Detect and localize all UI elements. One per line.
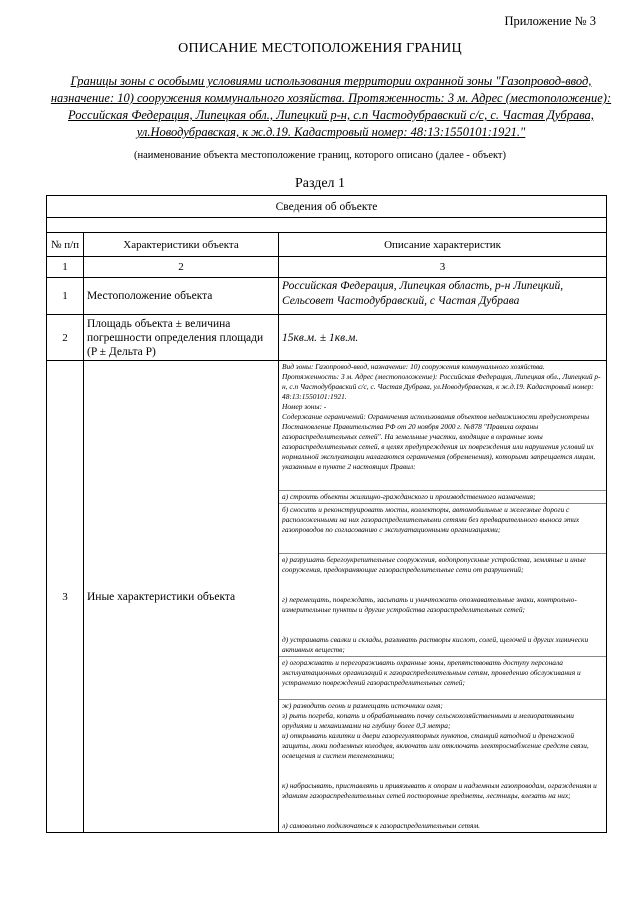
restriction-item: б) сносить и реконструировать мосты, коллекторы, автомобильные и железные дороги с расположенными на них газораспределительными сетями без предварительного выноса этих газопроводов по согласованию с эксплуатационными организациями;	[282, 505, 580, 534]
document-title: ОПИСАНИЕ МЕСТОПОЛОЖЕНИЯ ГРАНИЦ	[178, 41, 462, 56]
row-description: 15кв.м. ± 1кв.м.	[279, 315, 607, 361]
col-number-1: 1	[47, 257, 84, 278]
col-number-3: 3	[279, 257, 607, 278]
row-number: 2	[47, 315, 84, 361]
col-header-description: Описание характеристик	[279, 233, 607, 257]
restriction-item: д) устраивать свалки и склады, разливать растворы кислот, солей, щелочей и других химически активных веществ;	[282, 635, 589, 654]
table-heading-row	[47, 196, 607, 218]
row-characteristic: Площадь объекта ± величина погрешности определения площади (P ± Дельта P)	[84, 315, 279, 361]
row-characteristic: Местоположение объекта	[84, 278, 279, 315]
restriction-item: е) огораживать и перегораживать охранные зоны, препятствовать доступу персонала эксплуатационных организаций к газораспределительным сетям, проведению обслуживания и устранению повреждений газораспределительных сетей;	[282, 658, 581, 687]
row-number: 1	[47, 278, 84, 315]
row-number: 3	[47, 361, 84, 833]
appendix-number: Приложение № 3	[504, 14, 596, 28]
restriction-item: г) перемещать, повреждать, засыпать и уничтожать опознавательные знаки, контрольно-измерительные пункты и другие устройства газораспределительных сетей;	[282, 595, 577, 614]
col-header-characteristic: Характеристики объекта	[84, 233, 279, 257]
restriction-item: з) рыть погреба, копать и обрабатывать почву сельскохозяйственными и мелиоративными орудиями и механизмами на глубину более 0,3 метра;	[282, 711, 574, 730]
table-row	[47, 278, 607, 315]
table-spacer	[47, 218, 607, 233]
restriction-item: к) набрасывать, приставлять и привязывать к опорам и надземным газопроводам, ограждениям и зданиям газораспределительных сетей посторонние предметы, лестницы, влезать на них;	[282, 781, 597, 800]
section-title: Раздел 1	[294, 176, 346, 191]
table-heading: Сведения об объекте	[47, 196, 607, 218]
restriction-item: в) разрушать берегоукрепительные сооружения, водопропускные устройства, земляные и иные сооружения, предохраняющие газораспределительные сети от разрушений;	[282, 555, 586, 574]
object-info-table	[46, 195, 607, 833]
row-description	[279, 361, 607, 833]
table-row	[47, 361, 607, 833]
restriction-item: и) открывать калитки и двери газорегуляторных пунктов, станций катодной и дренажной защиты, люки подземных колодцев, включать или отключать электроснабжение средств связи, освещения и систем телемеханики;	[282, 731, 589, 760]
restriction-item: л) самовольно подключаться к газораспределительным сетям.	[282, 821, 481, 830]
restriction-item: ж) разводить огонь и размещать источники огня;	[282, 701, 443, 710]
restriction-item: а) строить объекты жилищно-гражданского и производственного назначения;	[282, 492, 536, 501]
table-colnum-row	[47, 257, 607, 278]
object-caption: (наименование объекта местоположение границ, которого описано (далее - объект)	[133, 150, 507, 161]
divider	[279, 656, 606, 657]
zone-type-text: Вид зоны: Газопровод-ввод, назначение: 10) сооружения коммунального хозяйства. Протяженность: 3 м. Адрес (местоположение): Российская Федерация, Липецкая обл., Липецкий р-н, с.п Частодубравский с/с, с. Частая Дубрава, ул.Новодубравская, к ж.д.19. Кадастровый номер: 48:13:1550101:1921.	[282, 362, 601, 401]
divider	[279, 699, 606, 700]
location-text: Российская Федерация, Липецкая область, р-н Липецкий, Сельсовет Частодубравский, с Частая Дубрава	[282, 280, 564, 307]
table-row	[47, 315, 607, 361]
col-header-number: № п/п	[47, 233, 84, 257]
row-description	[279, 278, 607, 315]
table-header-row	[47, 233, 607, 257]
col-number-2: 2	[84, 257, 279, 278]
row-characteristic: Иные характеристики объекта	[84, 361, 279, 833]
divider	[279, 503, 606, 504]
divider	[279, 553, 606, 554]
object-description-text: Границы зоны с особыми условиями использования территории охранной зоны "Газопровод-ввод, назначение: 10) сооружения коммунального хозяйства. Протяженность: 3 м. Адрес (местоположение): Российская Федерация, Липецкая обл., Липецкий р-н, с.п Частодубравский с/с, с. Частая Дубрава, ул.Новодубравская, к ж.д.19. Кадастровый номер: 48:13:1550101:1921."	[50, 74, 612, 139]
restrictions-text: Содержание ограничений: Ограничения использования объектов недвижимости предусмотрены Постановление Правительства РФ от 20 ноября 2000 г. №878 "Правила охраны газораспределительных сетей". На земельные участки, входящие в охранные зоны газораспределительных сетей, в целях предупреждения их повреждения или нарушения условий их нормальной эксплуатации налагаются ограничения (обременения), которыми запрещается лицам, указанным в пункте 2 настоящих Правил:	[282, 412, 596, 471]
zone-number-text: Номер зоны: -	[282, 402, 327, 411]
object-description	[40, 73, 622, 141]
table-spacer-row	[47, 218, 607, 233]
divider	[279, 490, 606, 491]
